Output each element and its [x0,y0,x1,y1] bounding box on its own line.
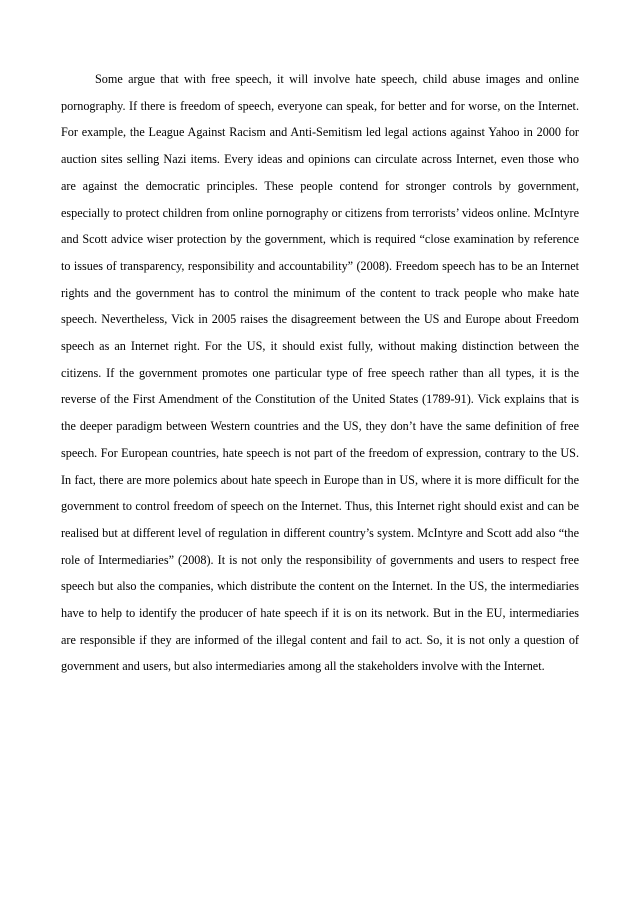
body-paragraph: Some argue that with free speech, it will involve hate speech, child abuse images and online pornography. If there is freedom of speech, everyone can speak, for better and for worse, on the Internet. For example, the League Against Racism and Anti-Semitism led legal actions against Yahoo in 2000 for auction sites selling Nazi items. Every ideas and opinions can circulate across Internet, even those who are against the democratic principles. These people contend for stronger controls by government, especially to protect children from online pornography or citizens from terrorists’ videos online. McIntyre and Scott advice wiser protection by the government, which is required “close examination by reference to issues of transparency, responsibility and accountability” (2008). Freedom speech has to be an Internet rights and the government has to control the minimum of the content to track people who make hate speech. Nevertheless, Vick in 2005 raises the disagreement between the US and Europe about Freedom speech as an Internet right. For the US, it should exist fully, without making distinction between the citizens. If the government promotes one particular type of free speech rather than all types, it is the reverse of the First Amendment of the Constitution of the United States (1789-91). Vick explains that is the deeper paradigm between Western countries and the US, they don’t have the same definition of free speech. For European countries, hate speech is not part of the freedom of expression, contrary to the US. In fact, there are more polemics about hate speech in Europe than in US, where it is more difficult for the government to control freedom of speech on the Internet. Thus, this Internet right should exist and can be realised but at different level of regulation in different country’s system. McIntyre and Scott add also “the role of Intermediaries” (2008). It is not only the responsibility of governments and users to respect free speech but also the companies, which distribute the content on the Internet. In the US, the intermediaries have to help to identify the producer of hate speech if it is on its network. But in the EU, intermediaries are responsible if they are informed of the illegal content and fail to act. So, it is not only a question of government and users, but also intermediaries among all the stakeholders involve with the Internet. [61,72,579,674]
